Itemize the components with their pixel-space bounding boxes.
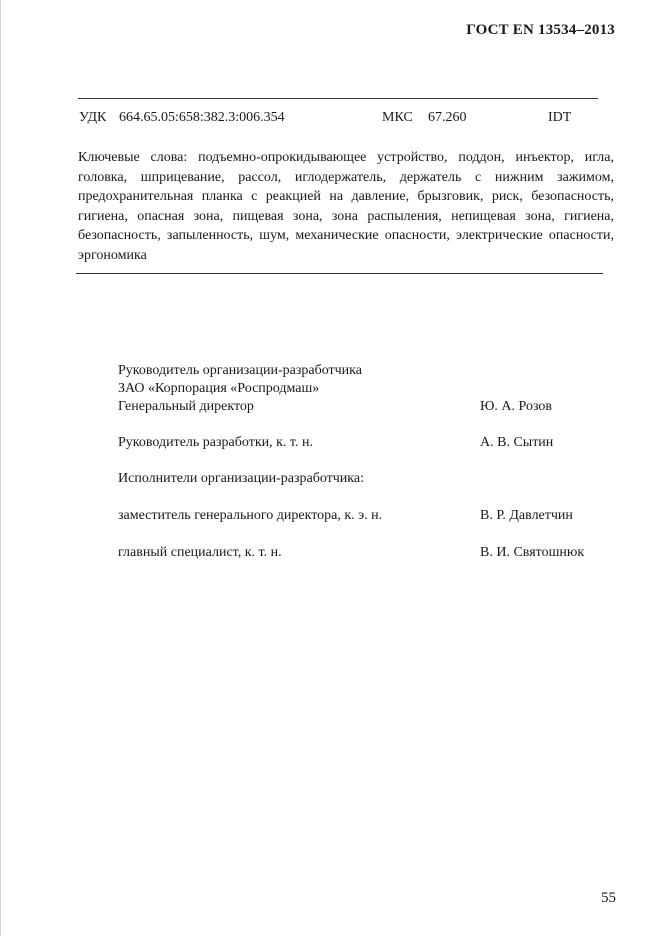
- executor-name: В. Р. Давлетчин: [480, 508, 573, 523]
- standard-code: ГОСТ EN 13534–2013: [466, 22, 615, 38]
- dev-lead-name: А. В. Сытин: [480, 435, 554, 450]
- executor-role: главный специалист, к. т. н.: [118, 545, 282, 560]
- director-role: Генеральный директор: [118, 399, 254, 414]
- executor-row: [118, 507, 618, 525]
- mks-value: 67.260: [428, 110, 467, 125]
- classification-row: [79, 110, 599, 128]
- page-number: 55: [601, 890, 616, 906]
- dev-lead-role: Руководитель разработки, к. т. н.: [118, 435, 313, 450]
- udk-value: 664.65.05:658:382.3:006.354: [119, 110, 285, 125]
- executor-name: В. И. Святошнюк: [480, 545, 585, 560]
- executor-role: заместитель генерального директора, к. э. н.: [118, 508, 383, 523]
- executor-row: [118, 544, 618, 562]
- head-title: Руководитель организации-разработчика: [118, 363, 362, 378]
- director-line: [118, 398, 618, 416]
- dev-lead-line: [118, 434, 618, 452]
- head-title-line: [118, 362, 618, 380]
- top-divider: [78, 98, 598, 99]
- bottom-divider: [76, 273, 603, 274]
- director-name: Ю. А. Розов: [480, 399, 552, 414]
- udk-label: УДК: [79, 110, 107, 125]
- developer-block: [118, 362, 618, 562]
- executors-title-line: [118, 470, 618, 488]
- keywords-paragraph: Ключевые слова: подъемно-опрокидывающее устройство, поддон, инъектор, игла, головка, шприцевание, рассол, иглодержатель, держатель с нижним зажимом, предохранительная планка с реакцией на давление, брызговик, риск, безопасность, гигиена, опасная зона, пищевая зона, зона распыления, непищевая зона, гигиена, безопасность, запыленность, шум, механические опасности, электрические опасности, эргономика: [78, 150, 614, 263]
- organization-line: [118, 380, 618, 398]
- executors-title: Исполнители организации-разработчика:: [118, 471, 364, 486]
- organization-name: ЗАО «Корпорация «Роспродмаш»: [118, 381, 320, 396]
- mks-label: МКС: [382, 110, 413, 125]
- page-edge: [0, 0, 1, 936]
- equivalence-code: IDT: [548, 110, 572, 125]
